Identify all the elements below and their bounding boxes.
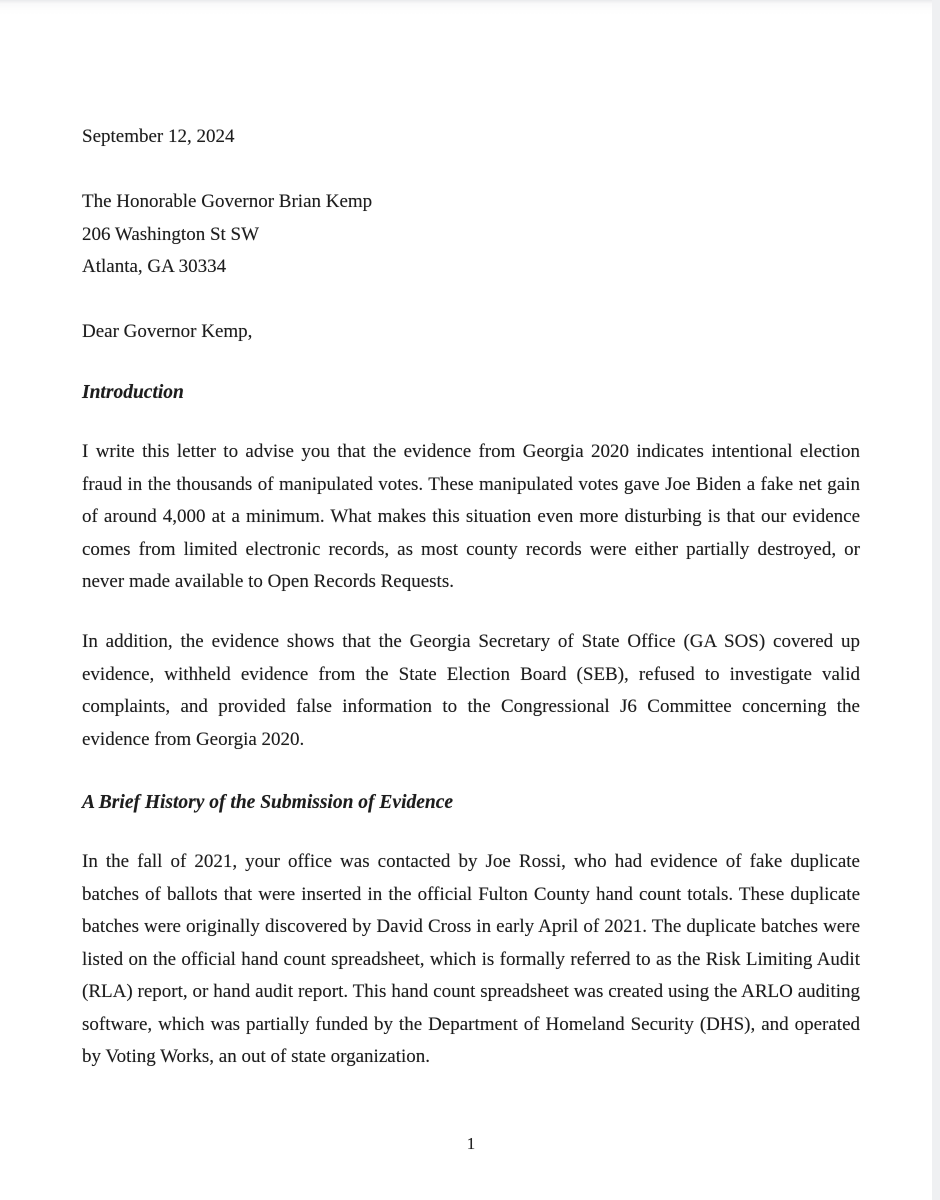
- salutation: Dear Governor Kemp,: [82, 321, 253, 342]
- letter-body: [82, 0, 860, 1200]
- recipient-city: Atlanta, GA 30334: [82, 256, 227, 277]
- recipient-street: 206 Washington St SW: [82, 223, 260, 245]
- page-number: 1: [466, 1134, 476, 1153]
- paragraph-intro-2: In addition, the evidence shows that the Georgia Secretary of State Office (GA SOS) covered up evidence, withheld evidence from the State Election Board (SEB), refused to investigate valid complaints, and provided false information to the Congressional J6 Committee concerning the evidence from Georgia 2020.: [82, 631, 860, 750]
- scan-artifact-right-edge: [932, 0, 940, 1200]
- section-heading-brief-history: A Brief History of the Submission of Evidence: [82, 792, 454, 813]
- paragraph-intro-1: I write this letter to advise you that the evidence from Georgia 2020 indicates intentional election fraud in the thousands of manipulated votes. These manipulated votes gave Joe Biden a fake net gain of around 4,000 at a minimum. What makes this situation even more disturbing is that our evidence comes from limited electronic records, as most county records were either partially destroyed, or never made available to Open Records Requests.: [82, 441, 860, 592]
- letter-date: September 12, 2024: [82, 126, 235, 147]
- recipient-name: The Honorable Governor Brian Kemp: [82, 191, 373, 212]
- paragraph-history-1: In the fall of 2021, your office was contacted by Joe Rossi, who had evidence of fake duplicate batches of ballots that were inserted in the official Fulton County hand count totals. These duplicate batches were originally discovered by David Cross in early April of 2021. The duplicate batches were listed on the official hand count spreadsheet, which is formally referred to as the Risk Limiting Audit (RLA) report, or hand audit report. This hand count spreadsheet was created using the ARLO auditing software, which was partially funded by the Department of Homeland Security (DHS), and operated by Voting Works, an out of state organization.: [82, 851, 860, 1067]
- recipient-address-block: [82, 186, 860, 284]
- section-heading-introduction: Introduction: [82, 382, 184, 403]
